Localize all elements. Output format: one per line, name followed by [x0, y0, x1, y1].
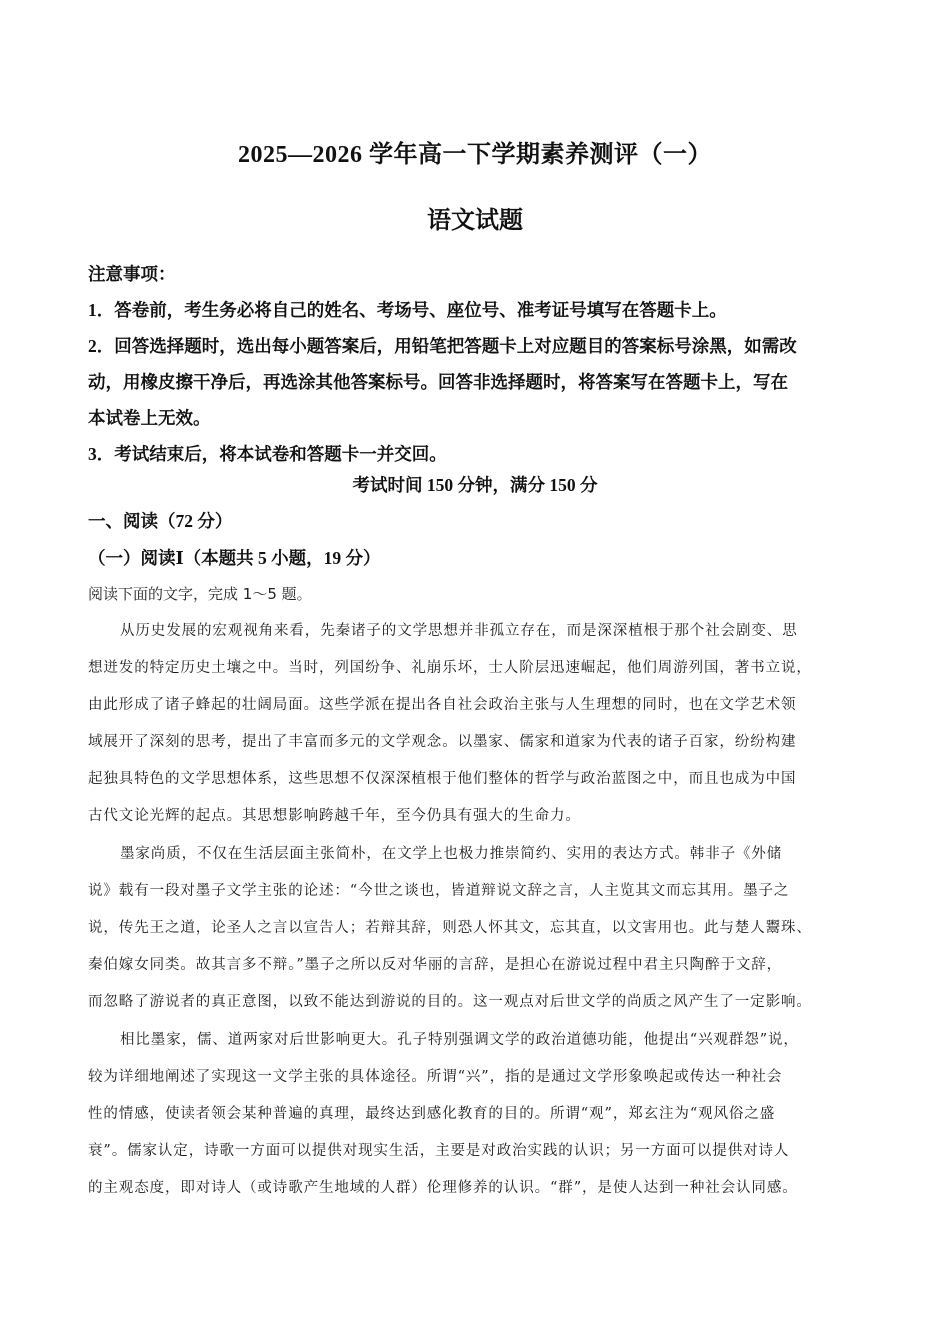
passage-line: 较为详细地阐述了实现这一文学主张的具体途径。所谓“兴”，指的是通过文学形象唤起或传达一种社会: [88, 1069, 783, 1085]
passage-line: 说》载有一段对墨子文学主张的论述：“今世之谈也，皆道辩说文辞之言，人主览其文而忘其用。墨子之: [88, 883, 790, 899]
passage-line: 从历史发展的宏观视角来看，先秦诸子的文学思想并非孤立存在，而是深深植根于那个社会剧变、思: [120, 623, 798, 639]
section-heading: 一、阅读（72 分）: [88, 511, 233, 531]
passage-line: 说，传先王之道，论圣人之言以宣告人；若辩其辞，则恐人怀其文，忘其直，以文害用也。此与楚人鬻珠、: [88, 920, 812, 936]
passage-line: 衰”。儒家认定，诗歌一方面可以提供对现实生活，主要是对政治实践的认识；另一方面可以提供对诗人: [88, 1143, 790, 1159]
subject-title: 语文试题: [427, 208, 523, 234]
passage-line: 的主观态度，即对诗人（或诗歌产生地域的人群）伦理修养的认识。“群”，是使人达到一种社会认同感。: [88, 1180, 798, 1196]
passage-line: 想迸发的特定历史土壤之中。当时，列国纷争、礼崩乐坏，士人阶层迅速崛起，他们周游列国，著书立说，: [88, 660, 812, 676]
passage-line: 古代文论光辉的起点。其思想影响跨越千年，至今仍具有强大的生命力。: [88, 808, 581, 824]
passage-line: 性的情感，使读者领会某种普遍的真理，最终达到感化教育的目的。所谓“观”，郑玄注为“观风俗之盛: [88, 1106, 776, 1122]
passage-line: 秦伯嫁女同类。故其言多不辩。”墨子之所以反对华丽的言辞，是担心在游说过程中君主只陶醉于文辞，: [88, 957, 783, 973]
exam-title: 2025—2026 学年高一下学期素养测评（一）: [238, 142, 712, 168]
passage-line: 墨家尚质，不仅在生活层面主张简朴，在文学上也极力推崇简约、实用的表达方式。韩非子《外储: [120, 846, 783, 862]
passage-line: 相比墨家，儒、道两家对后世影响更大。孔子特别强调文学的政治道德功能，他提出“兴观群怨”说，: [120, 1032, 799, 1048]
reading-instruction: 阅读下面的文字，完成 1～5 题。: [88, 585, 312, 603]
note-line: 动，用橡皮擦干净后，再选涂其他答案标号。回答非选择题时，将答案写在答题卡上，写在: [88, 372, 788, 392]
note-line: 3．考试结束后，将本试卷和答题卡一并交回。: [88, 444, 447, 464]
subsection-heading: （一）阅读Ⅰ（本题共 5 小题，19 分）: [88, 548, 381, 568]
passage-line: 而忽略了游说者的真正意图，以致不能达到游说的目的。这一观点对后世文学的尚质之风产生了一定影响。: [88, 994, 812, 1010]
passage-line: 由此形成了诸子蜂起的壮阔局面。这些学派在提出各自社会政治主张与人生理想的同时，也在文学艺术领: [88, 697, 797, 713]
notes-heading: 注意事项：: [88, 264, 176, 284]
note-line: 1．答卷前，考生务必将自己的姓名、考场号、座位号、准考证号填写在答题卡上。: [88, 300, 727, 320]
passage-line: 起独具特色的文学思想体系，这些思想不仅深深植根于他们整体的哲学与政治蓝图之中，而且也成为中国: [88, 771, 797, 787]
note-line: 2．回答选择题时，选出每小题答案后，用铅笔把答题卡上对应题目的答案标号涂黑，如需改: [88, 336, 797, 356]
exam-notes: [88, 256, 864, 472]
exam-time-score: 考试时间 150 分钟，满分 150 分: [352, 475, 598, 495]
note-line: 本试卷上无效。: [88, 408, 211, 428]
passage-paragraph-1: [88, 613, 872, 835]
passage-paragraph-2: [88, 836, 872, 1021]
passage-paragraph-3: [88, 1022, 872, 1207]
passage-line: 域展开了深刻的思考，提出了丰富而多元的文学观念。以墨家、儒家和道家为代表的诸子百家，纷纷构建: [88, 734, 797, 750]
